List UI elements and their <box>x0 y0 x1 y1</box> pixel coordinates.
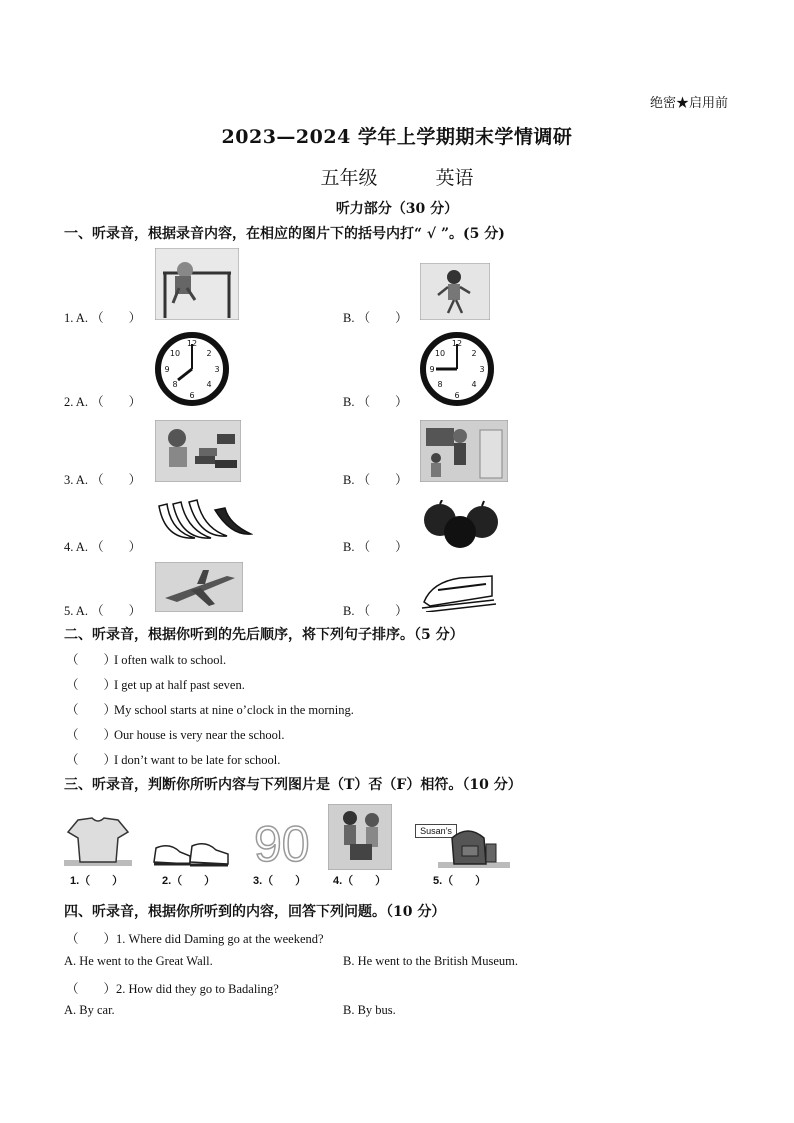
s1-q5-b-label: B. （ ） <box>343 604 408 618</box>
s3-label-5: 5.（ ） <box>433 875 487 887</box>
s1-q5-a-label: 5. A. （ ） <box>64 604 142 618</box>
s3-label-4: 4.（ ） <box>333 875 387 887</box>
susans-sign: Susan’s <box>415 824 457 838</box>
s4-q1-option-b: B. He went to the British Museum. <box>343 954 518 968</box>
confidential-label: 绝密★启用前 <box>649 96 728 111</box>
apples-picture <box>420 500 504 550</box>
section4-heading: 四、听录音，根据你所听到的内容，回答下列问题。（10 分） <box>64 904 446 920</box>
s2-item-1: （ ）I often walk to school. <box>66 653 227 667</box>
svg-text:10: 10 <box>169 349 181 358</box>
number-ninety-picture: 90 <box>254 816 310 872</box>
exam-subtitle <box>0 163 794 190</box>
s1-q1-b-label: B. （ ） <box>343 311 408 325</box>
s1-q4-b-label: B. （ ） <box>343 540 408 554</box>
bananas-picture <box>155 496 253 544</box>
section2-heading: 二、听录音，根据你听到的先后顺序，将下列句子排序。（5 分） <box>64 627 464 643</box>
s1-q3-a-label: 3. A. （ ） <box>64 473 142 487</box>
s4-q2-option-a: A. By car. <box>64 1003 115 1017</box>
s1-q2-a-label: 2. A. （ ） <box>64 395 142 409</box>
svg-text:3: 3 <box>214 365 220 374</box>
exam-title: 2023—2024 学年上学期期末学情调研 <box>221 126 573 148</box>
s4-q1-option-a: A. He went to the Great Wall. <box>64 954 213 968</box>
s1-q4-a-label: 4. A. （ ） <box>64 540 142 554</box>
teacher-classroom-picture <box>420 420 508 482</box>
s2-item-5: （ ）I don’t want to be late for school. <box>66 753 281 767</box>
sneakers-picture <box>150 834 232 868</box>
svg-text:8: 8 <box>437 380 443 389</box>
girl-jump-rope-picture <box>420 263 490 320</box>
svg-text:2: 2 <box>471 349 477 358</box>
section1-heading: 一、听录音，根据录音内容，在相应的图片下的括号内打“ √ ”。(5 分) <box>64 226 505 242</box>
svg-text:9: 9 <box>164 365 170 374</box>
svg-text:12: 12 <box>451 339 463 348</box>
subject-label: 英语 <box>435 167 474 189</box>
svg-text:12: 12 <box>186 339 198 348</box>
svg-text:6: 6 <box>189 391 195 400</box>
tshirt-picture <box>64 816 132 868</box>
plane-picture <box>155 562 243 612</box>
s4-q2-option-b: B. By bus. <box>343 1003 396 1017</box>
clock-9-oclock-picture <box>420 332 494 406</box>
s4-question-1: （ ）1. Where did Daming go at the weekend? <box>66 932 324 946</box>
svg-text:8: 8 <box>172 380 178 389</box>
student-with-books-picture <box>155 420 241 482</box>
s1-q3-b-label: B. （ ） <box>343 473 408 487</box>
kids-with-bag-picture <box>328 804 392 870</box>
svg-text:3: 3 <box>479 365 485 374</box>
pull-up-bar-picture <box>155 248 239 320</box>
s1-q2-b-label: B. （ ） <box>343 395 408 409</box>
s2-item-2: （ ）I get up at half past seven. <box>66 678 245 692</box>
s3-label-3: 3.（ ） <box>253 875 307 887</box>
s2-item-3: （ ）My school starts at nine o’clock in the morning. <box>66 703 354 717</box>
s4-question-2: （ ）2. How did they go to Badaling? <box>66 982 279 996</box>
s3-label-2: 2.（ ） <box>162 875 216 887</box>
svg-text:9: 9 <box>429 365 435 374</box>
svg-text:6: 6 <box>454 391 460 400</box>
train-picture <box>420 568 496 612</box>
s3-label-1: 1.（ ） <box>70 875 124 887</box>
schoolbag-picture <box>438 820 510 870</box>
svg-text:10: 10 <box>434 349 446 358</box>
svg-text:4: 4 <box>206 380 212 389</box>
s1-q1-a-label: 1. A. （ ） <box>64 311 142 325</box>
s2-item-4: （ ）Our house is very near the school. <box>66 728 285 742</box>
grade-label: 五年级 <box>320 167 378 189</box>
listening-part-heading: 听力部分（30 分） <box>335 201 459 217</box>
section3-heading: 三、听录音，判断你所听内容与下列图片是（T）否（F）相符。（10 分） <box>64 777 522 793</box>
svg-text:2: 2 <box>206 349 212 358</box>
svg-text:4: 4 <box>471 380 477 389</box>
clock-8-oclock-picture <box>155 332 229 406</box>
